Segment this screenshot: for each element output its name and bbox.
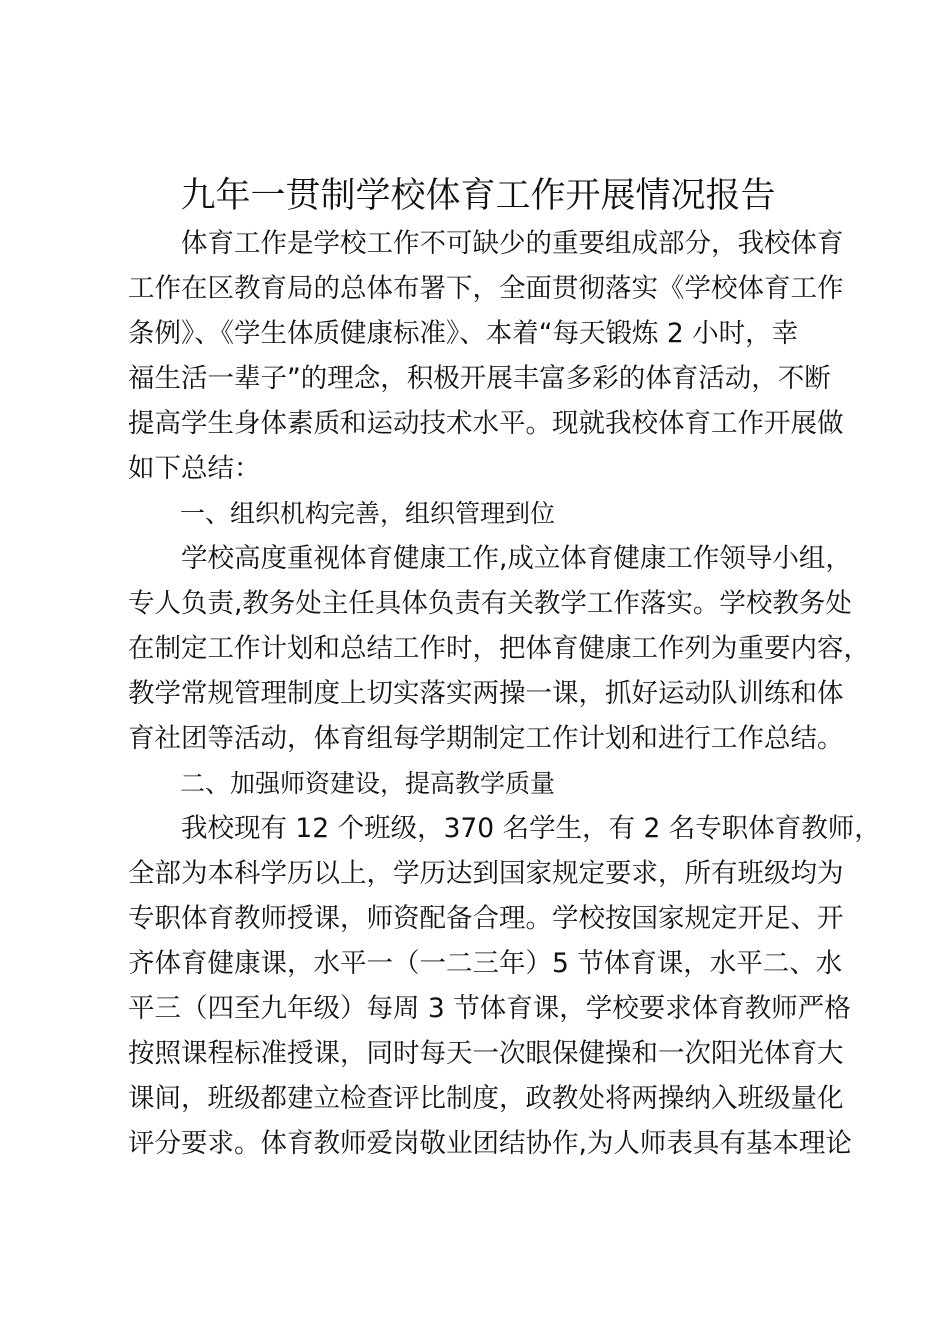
paragraph-line: 专职体育教师授课，师资配备合理。学校按国家规定开足、开: [128, 903, 844, 934]
paragraph-line: 提高学生身体素质和运动技术水平。现就我校体育工作开展做: [128, 408, 844, 439]
paragraph-line: 全部为本科学历以上，学历达到国家规定要求，所有班级均为: [128, 858, 844, 889]
paragraph-line: 按照课程标准授课，同时每天一次眼保健操和一次阳光体育大: [128, 1038, 844, 1069]
paragraph-line: 我校现有 12 个班级，370 名学生，有 2 名专职体育教师，: [128, 813, 881, 844]
paragraph-line: 如下总结：: [128, 453, 261, 484]
paragraph-line: 平三（四至九年级）每周 3 节体育课，学校要求体育教师严格: [128, 993, 851, 1024]
paragraph-line: 体育工作是学校工作不可缺少的重要组成部分，我校体育: [128, 228, 844, 259]
paragraph-line: 评分要求。体育教师爱岗敬业团结协作,为人师表具有基本理论: [128, 1128, 852, 1159]
paragraph-line: 学校高度重视体育健康工作,成立体育健康工作领导小组，: [128, 543, 852, 574]
paragraph-line: 在制定工作计划和总结工作时，把体育健康工作列为重要内容，: [128, 633, 870, 664]
paragraph-line: 课间，班级都建立检查评比制度，政教处将两操纳入班级量化: [128, 1083, 844, 1114]
paragraph-line: 工作在区教育局的总体布署下，全面贯彻落实《学校体育工作: [128, 273, 844, 304]
section-heading-2: 二、加强师资建设，提高教学质量: [180, 769, 556, 798]
paragraph-line: 齐体育健康课，水平一（一二三年）5 节体育课，水平二、水: [128, 948, 843, 979]
paragraph-line: 教学常规管理制度上切实落实两操一课，抓好运动队训练和体: [128, 678, 844, 709]
section-heading-1: 一、组织机构完善，组织管理到位: [180, 499, 556, 528]
document-title: 九年一贯制学校体育工作开展情况报告: [180, 176, 776, 216]
paragraph-line: 育社团等活动，体育组每学期制定工作计划和进行工作总结。: [128, 723, 844, 754]
paragraph-line: 福生活一辈子”的理念，积极开展丰富多彩的体育活动，不断: [128, 363, 831, 394]
paragraph-line: 条例》、《学生体质健康标准》、本着“每天锻炼 2 小时，幸: [128, 318, 799, 349]
paragraph-line: 专人负责,教务处主任具体负责有关教学工作落实。学校教务处: [128, 588, 852, 619]
